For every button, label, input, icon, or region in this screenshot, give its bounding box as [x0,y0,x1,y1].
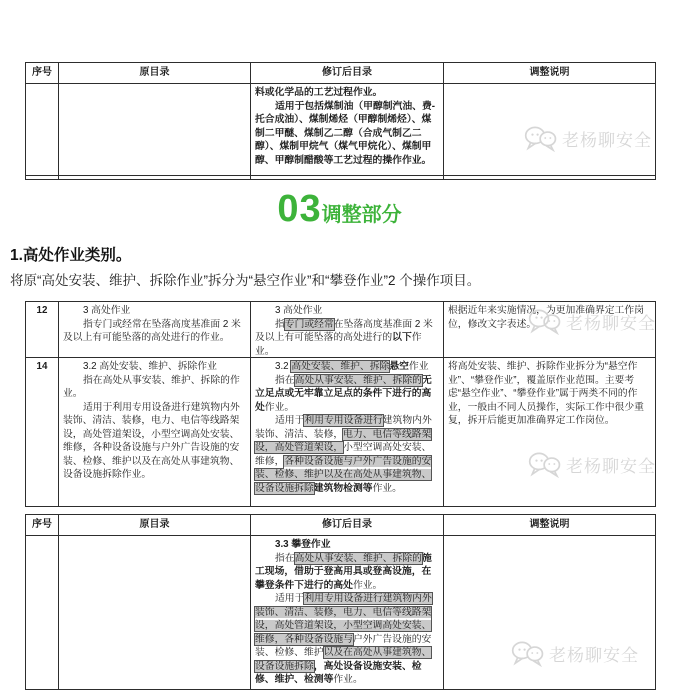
added-text: 以下 [392,332,412,343]
text-segment: 作业。 [352,579,383,591]
paragraph [255,414,439,495]
text-segment: 3 高处作业 [83,305,131,316]
paragraph [255,100,439,168]
deleted-text: 高处从事安装、维护、拆除的 [294,374,422,386]
text-segment: 适用于利用专用设备进行建筑物内外装饰、清洁、装修，电力、电信等线路架设，高处管道架设，小型空调高处安装、维修，各种设备设施与户外广告设施的安装、检修、维护以及在高处从事建筑物、设备设施拆除作业。 [63,401,240,480]
text-segment: 指 [275,318,285,330]
section-heading [0,188,679,231]
cell-note [444,302,656,361]
paragraph [63,360,246,374]
paragraph [255,318,439,359]
paragraph [255,360,439,374]
added-text: 料或化学品的工艺过程作业。 [255,87,383,98]
cell-original [59,536,251,690]
section-heading-label: 调整部分 [321,204,402,226]
watermark-text: 老杨聊安全 [549,645,639,665]
added-text: 建筑物检测等 [313,482,373,494]
table-row [26,358,656,507]
deleted-text: 高处从事安装、维护、拆除的 [294,552,422,564]
col-header-revised: 修订后目录 [251,515,444,536]
paragraph [63,374,246,401]
cell-revised [251,358,444,507]
table-row [26,536,656,690]
cell-revised [251,302,444,361]
table-row [26,84,656,176]
text-segment: 作业。 [372,482,402,494]
catalog-table-top [25,62,656,180]
cell-note [444,536,656,690]
section-number: 03 [277,188,322,230]
watermark-text: 老杨聊安全 [566,313,656,333]
cell-note [444,84,656,176]
col-header-note: 调整说明 [444,63,656,84]
paragraph [63,318,246,345]
catalog-table-row12 [25,301,656,361]
deleted-text: 高处安装、维护、拆除 [291,361,390,372]
deleted-text: 利用专用设备进行 [304,415,383,426]
paragraph [448,360,651,428]
text-segment: 指专门或经常在坠落高度基准面 2 米及以上有可能坠落的高处进行的作业。 [63,318,241,343]
text-segment: 作业。 [255,332,422,357]
added-text: 无立足点或无牢靠立足点的条件下进行的高处 [255,374,432,413]
text-segment: 3.2 [275,361,292,372]
text-segment: 指在高处从事安装、维护、拆除的作业。 [63,374,240,399]
text-segment: 适用于 [275,415,305,426]
table-row [26,302,656,361]
subsection-description: 将原“高处安装、维护、拆除作业”拆分为“悬空作业”和“攀登作业”2 个操作项目。 [10,273,481,288]
cell-original [59,302,251,361]
added-text: 适用于包括煤制油（甲醇制汽油、费-托合成油）、煤制烯烃（甲醇制烯烃）、煤制二甲醚、煤制乙二醇（合成气制乙二醇）、煤制甲烷气（煤气甲烷化）、煤制甲醇、甲醇制醋酸等工艺过程的操作作业。 [255,100,436,166]
text-segment: 作业。 [333,674,363,685]
col-header-seq: 序号 [26,63,59,84]
paragraph [255,86,439,100]
deleted-text: 以及在高处从事建筑物、设备设施拆除 [255,647,432,672]
cell-original [59,84,251,176]
cell-seq: 12 [26,302,59,361]
paragraph [255,304,439,318]
paragraph [63,304,246,318]
col-header-original: 原目录 [59,63,251,84]
paragraph [255,552,439,593]
paragraph [448,304,651,331]
paragraph [63,401,246,482]
cell-note [444,358,656,507]
subsection-title: 1.高处作业类别。 [10,247,132,264]
added-text: 施工现场，借助于登高用具或登高设施，在攀登条件下进行的高处 [255,552,432,591]
col-header-revised: 修订后目录 [251,63,444,84]
added-text: ，高处设备设施安装、检修、维护、检测等 [255,660,422,685]
text-segment: 建筑物内外装饰、清洁、装修， [255,415,432,440]
deleted-text: 专门或经常 [284,318,334,330]
text-segment: 作业 [408,361,429,372]
cell-seq: 14 [26,358,59,507]
text-segment: 将高处安装、维护、拆除作业拆分为“悬空作业”、“攀登作业”，覆盖原作业范围。主要考虑“悬空作业”、“攀登作业”属于两类不同的作业，一般由不同人员操作，实际工作中很少重复，拆开后能更加准确界定工作岗位。 [448,361,644,426]
paragraph [255,538,439,552]
text-segment: 小型空调高处安装、维修， [255,442,432,467]
watermark-text: 老杨聊安全 [562,130,652,150]
text-segment: 作业。 [264,401,295,413]
table-header-row [26,63,656,84]
cell-revised [251,84,444,176]
table-row-sliver [26,176,656,180]
text-segment: 3.2 高处安装、维护、拆除作业 [83,361,217,372]
added-text: 悬空 [389,361,409,372]
cell-revised [251,536,444,690]
text-segment: 适用于 [275,593,305,604]
deleted-text: 电力、电信等线路架设，高处管道架设， [255,428,432,453]
cell-original [59,358,251,507]
col-header-note: 调整说明 [444,515,656,536]
paragraph [255,374,439,415]
text-segment: 指在 [275,374,295,386]
paragraph [255,592,439,687]
cell-seq [26,536,59,690]
catalog-table-bottom [25,514,656,690]
text-segment: 指在 [275,552,295,564]
deleted-text: 利用专用设备进行建筑物内外装饰、清洁、装修，电力、电信等线路架设，高处管道架设，小型空调高处安装、维修，各种设备设施与 [255,593,432,645]
table-header-row [26,515,656,536]
col-header-seq: 序号 [26,515,59,536]
text-segment: 在坠落高度基准面 2 米及以上有可能坠落的高处进行的 [255,318,433,343]
added-text: 3.3 攀登作业 [275,539,331,550]
watermark-text: 老杨聊安全 [566,456,656,476]
text-segment: 3 高处作业 [275,305,323,316]
cell-seq [26,84,59,176]
text-segment: 根据近年来实施情况，为更加准确界定工作岗位，修改文字表述。 [448,305,644,330]
text-segment: 户外广告设施的安装、检修、维护 [255,633,432,658]
col-header-original: 原目录 [59,515,251,536]
deleted-text: 各种设备设施与户外广告设施的安装、检修、维护以及在高处从事建筑物、设备设施拆除 [255,455,432,494]
catalog-table-row14 [25,357,656,507]
